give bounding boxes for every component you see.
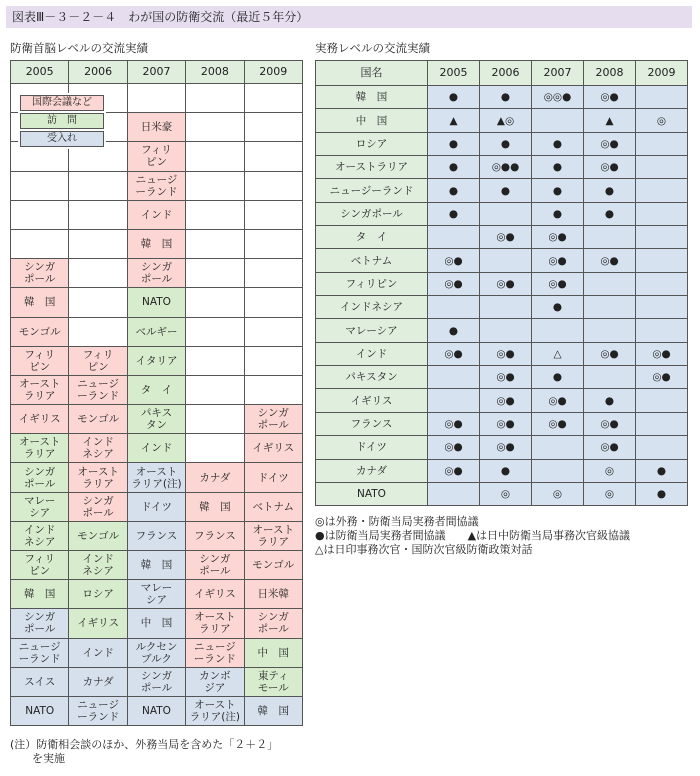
year-header: 2005 (11, 61, 69, 84)
symbol-cell: ◎● (636, 342, 688, 365)
summit-cell: インド (127, 200, 185, 229)
symbol-cell: ◎● (532, 249, 584, 272)
symbol-cell: ◎● (428, 412, 480, 435)
summit-cell: シンガ ポール (244, 405, 302, 434)
summit-cell: NATO (127, 696, 185, 725)
summit-cell: インド ネシア (69, 434, 127, 463)
table-row (11, 317, 303, 346)
legend-meeting: 国際会議など (20, 95, 104, 111)
summit-cell: 韓 国 (244, 696, 302, 725)
column-header: 2009 (636, 61, 688, 86)
symbol-cell: ◎ (532, 482, 584, 505)
summit-cell: ニュージ ーランド (11, 638, 69, 667)
table-row (316, 412, 688, 435)
table-row (11, 405, 303, 434)
summit-cell (11, 171, 69, 200)
summit-cell (186, 171, 244, 200)
summit-cell (69, 229, 127, 258)
summit-cell: フランス (186, 521, 244, 550)
summit-cell: オースト ラリア (11, 375, 69, 404)
table-row (316, 482, 688, 505)
summit-cell (11, 200, 69, 229)
symbol-cell (428, 226, 480, 249)
summit-cell: シンガ ポール (127, 259, 185, 288)
symbol-cell: ◎● (532, 226, 584, 249)
country-cell: シンガポール (316, 202, 428, 225)
summit-cell: イタリア (127, 346, 185, 375)
symbol-cell (428, 296, 480, 319)
country-cell: イギリス (316, 389, 428, 412)
summit-cell: 韓 国 (186, 492, 244, 521)
summit-cell (244, 259, 302, 288)
country-cell: フランス (316, 412, 428, 435)
summit-cell (244, 288, 302, 317)
country-cell: マレーシア (316, 319, 428, 342)
summit-cell (244, 200, 302, 229)
summit-cell (186, 200, 244, 229)
symbol-cell (584, 226, 636, 249)
symbol-cell: ◎● (480, 366, 532, 389)
table-row (316, 156, 688, 179)
summit-cell: マレー シア (11, 492, 69, 521)
symbol-cell: ● (636, 459, 688, 482)
left-subtitle: 防衛首脳レベルの交流実績 (10, 41, 148, 55)
summit-cell (11, 229, 69, 258)
table-row (316, 202, 688, 225)
summit-cell: シンガ ポール (11, 609, 69, 638)
summit-cell (186, 229, 244, 258)
symbol-cell (636, 296, 688, 319)
symbol-cell: ◎● (584, 132, 636, 155)
summit-cell: モンゴル (69, 405, 127, 434)
country-cell: 韓 国 (316, 86, 428, 109)
country-cell: タ イ (316, 226, 428, 249)
note-line: △は日印事務次官・国防次官級防衛政策対話 (315, 543, 533, 556)
summit-cell: スイス (11, 667, 69, 696)
summit-cell: イギリス (11, 405, 69, 434)
symbol-cell (636, 249, 688, 272)
country-cell: カナダ (316, 459, 428, 482)
country-cell: ロシア (316, 132, 428, 155)
table-row (316, 109, 688, 132)
table-row (316, 272, 688, 295)
symbol-cell: ◎● (428, 459, 480, 482)
summit-cell: インド ネシア (69, 551, 127, 580)
symbol-cell: ● (532, 296, 584, 319)
column-header: 国名 (316, 61, 428, 86)
symbol-cell (532, 459, 584, 482)
summit-cell (244, 113, 302, 142)
symbol-cell (584, 366, 636, 389)
symbol-cell: ◎●● (480, 156, 532, 179)
symbol-cell: ● (428, 179, 480, 202)
symbol-cell (532, 436, 584, 459)
symbol-cell: ● (532, 132, 584, 155)
country-cell: インドネシア (316, 296, 428, 319)
summit-cell (69, 259, 127, 288)
summit-cell (186, 142, 244, 171)
summit-cell: イギリス (186, 580, 244, 609)
table-row (11, 288, 303, 317)
summit-cell: オースト ラリア(注) (186, 696, 244, 725)
legend-receive: 受入れ (20, 131, 104, 147)
summit-cell: ニュージ ーランド (69, 375, 127, 404)
symbol-cell (636, 272, 688, 295)
symbol-cell: ◎ (636, 109, 688, 132)
symbol-cell: ◎● (584, 156, 636, 179)
table-row (11, 171, 303, 200)
summit-cell: オースト ラリア (11, 434, 69, 463)
symbol-cell: ◎● (480, 226, 532, 249)
summit-cell: ロシア (69, 580, 127, 609)
symbol-cell: ▲ (428, 109, 480, 132)
symbol-cell (636, 156, 688, 179)
summit-exchange-table (10, 60, 303, 726)
country-cell: ニュージーランド (316, 179, 428, 202)
summit-cell (244, 375, 302, 404)
summit-cell: ニュージ ーランド (186, 638, 244, 667)
country-cell: オーストラリア (316, 156, 428, 179)
country-cell: ドイツ (316, 436, 428, 459)
summit-cell: フランス (127, 521, 185, 550)
symbol-cell: ◎● (584, 86, 636, 109)
summit-cell (186, 405, 244, 434)
summit-cell: オースト ラリア (244, 521, 302, 550)
summit-cell (186, 317, 244, 346)
working-level-table (315, 60, 688, 506)
table-row (316, 249, 688, 272)
summit-cell: タ イ (127, 375, 185, 404)
summit-cell: カナダ (69, 667, 127, 696)
table-row (11, 551, 303, 580)
symbol-cell: ◎● (584, 249, 636, 272)
symbol-cell (636, 319, 688, 342)
summit-cell: カナダ (186, 463, 244, 492)
symbol-cell: △ (532, 342, 584, 365)
summit-cell: 中 国 (244, 638, 302, 667)
summit-cell (69, 288, 127, 317)
symbol-cell: ● (584, 202, 636, 225)
summit-cell (186, 434, 244, 463)
table-row (316, 86, 688, 109)
table-row (316, 226, 688, 249)
summit-cell (69, 317, 127, 346)
summit-cell: 日米豪 (127, 113, 185, 142)
summit-cell (244, 84, 302, 113)
summit-cell: オースト ラリア (69, 463, 127, 492)
symbol-cell: ◎ (480, 482, 532, 505)
symbol-cell: ▲ (584, 109, 636, 132)
table-row (316, 132, 688, 155)
year-header: 2007 (127, 61, 185, 84)
summit-cell (69, 171, 127, 200)
summit-cell: ニュージ ーランド (69, 696, 127, 725)
table-row (11, 580, 303, 609)
symbol-cell (480, 202, 532, 225)
summit-cell: モンゴル (244, 551, 302, 580)
symbol-cell: ◎● (428, 342, 480, 365)
table-row (11, 229, 303, 258)
summit-cell: フィリ ピン (69, 346, 127, 375)
summit-cell: フィリ ピン (11, 551, 69, 580)
symbol-cell (428, 482, 480, 505)
table-row (316, 342, 688, 365)
symbol-cell (532, 109, 584, 132)
summit-cell: NATO (11, 696, 69, 725)
right-subtitle: 実務レベルの交流実績 (315, 41, 430, 55)
symbol-cell (636, 179, 688, 202)
symbol-cell (636, 436, 688, 459)
symbol-cell: ◎ (584, 459, 636, 482)
summit-cell: 韓 国 (127, 551, 185, 580)
symbol-cell: ● (532, 156, 584, 179)
symbol-cell: ◎● (584, 436, 636, 459)
symbol-cell: ◎● (584, 412, 636, 435)
table-row (11, 375, 303, 404)
symbol-cell (636, 86, 688, 109)
symbol-cell: ◎ (584, 482, 636, 505)
symbol-cell (480, 319, 532, 342)
country-cell: パキスタン (316, 366, 428, 389)
summit-cell (244, 229, 302, 258)
symbol-cell: ● (480, 179, 532, 202)
symbol-cell: ◎● (480, 272, 532, 295)
summit-cell (244, 317, 302, 346)
symbol-cell: ◎◎● (532, 86, 584, 109)
summit-cell (186, 288, 244, 317)
symbol-cell (480, 249, 532, 272)
summit-cell: オースト ラリア(注) (127, 463, 185, 492)
symbol-cell: ● (532, 366, 584, 389)
summit-cell: シンガ ポール (11, 259, 69, 288)
symbol-cell: ◎● (428, 436, 480, 459)
summit-cell (69, 200, 127, 229)
summit-cell: 東ティ モール (244, 667, 302, 696)
summit-cell: フィリ ピン (127, 142, 185, 171)
symbol-cell: ◎● (480, 412, 532, 435)
summit-cell: パキス タン (127, 405, 185, 434)
symbol-cell: ◎● (480, 389, 532, 412)
symbol-cell: ● (636, 482, 688, 505)
summit-cell: イギリス (69, 609, 127, 638)
summit-cell: 韓 国 (11, 580, 69, 609)
symbol-cell (428, 389, 480, 412)
table-row (11, 200, 303, 229)
table-row (316, 296, 688, 319)
country-cell: 中 国 (316, 109, 428, 132)
figure-title: 図表Ⅲ－３－２－４ わが国の防衛交流（最近５年分） (6, 6, 692, 28)
summit-cell: ベルギー (127, 317, 185, 346)
symbol-cell: ◎● (584, 342, 636, 365)
summit-cell: 韓 国 (11, 288, 69, 317)
note-line: ●は防衛当局実務者間協議 ▲は日中防衛当局事務次官級協議 (315, 529, 631, 542)
symbol-cell: ◎● (532, 389, 584, 412)
symbol-cell (636, 132, 688, 155)
symbol-cell (584, 319, 636, 342)
symbol-cell: ◎● (532, 272, 584, 295)
table-row (11, 346, 303, 375)
year-header: 2008 (186, 61, 244, 84)
symbol-cell: ● (480, 132, 532, 155)
summit-cell (186, 113, 244, 142)
summit-cell: シンガ ポール (244, 609, 302, 638)
symbol-cell: ● (532, 202, 584, 225)
table-row (316, 436, 688, 459)
summit-cell: シンガ ポール (186, 551, 244, 580)
summit-cell (186, 84, 244, 113)
table-row (316, 366, 688, 389)
symbol-cell: ◎● (480, 342, 532, 365)
summit-cell (244, 142, 302, 171)
summit-cell: NATO (127, 288, 185, 317)
summit-cell (186, 259, 244, 288)
symbol-cell: ● (428, 132, 480, 155)
table-row (316, 389, 688, 412)
table-row (11, 492, 303, 521)
symbol-cell: ◎● (480, 436, 532, 459)
summit-cell: ドイツ (244, 463, 302, 492)
summit-cell: 中 国 (127, 609, 185, 638)
table-row (11, 696, 303, 725)
column-header: 2005 (428, 61, 480, 86)
column-header: 2008 (584, 61, 636, 86)
country-cell: フィリピン (316, 272, 428, 295)
symbol-cell: ● (480, 86, 532, 109)
summit-cell: 日米韓 (244, 580, 302, 609)
year-header: 2006 (69, 61, 127, 84)
symbol-cell (584, 296, 636, 319)
table-row (11, 521, 303, 550)
symbol-cell (636, 389, 688, 412)
table-row (316, 179, 688, 202)
summit-cell (244, 346, 302, 375)
symbol-cell (584, 272, 636, 295)
footnote: (注）防衛相会談のほか、外務当局を含めた「２＋２」 を実施 (10, 738, 279, 765)
summit-cell (186, 346, 244, 375)
summit-cell: インド (127, 434, 185, 463)
summit-cell: シンガ ポール (69, 492, 127, 521)
symbol-cell: ◎● (532, 412, 584, 435)
summit-cell (244, 171, 302, 200)
summit-cell (186, 375, 244, 404)
summit-cell: シンガ ポール (11, 463, 69, 492)
country-cell: インド (316, 342, 428, 365)
symbol-cell: ◎● (428, 272, 480, 295)
note-line: ◎は外務・防衛当局実務者間協議 (315, 515, 479, 528)
summit-cell: シンガ ポール (127, 667, 185, 696)
table-row (316, 459, 688, 482)
symbol-cell (428, 366, 480, 389)
summit-cell: ベトナム (244, 492, 302, 521)
table-row (11, 667, 303, 696)
symbol-cell (636, 412, 688, 435)
summit-cell: インド ネシア (11, 521, 69, 550)
year-header: 2009 (244, 61, 302, 84)
symbol-cell: ● (480, 459, 532, 482)
symbol-cell: ◎● (428, 249, 480, 272)
table-row (11, 259, 303, 288)
summit-cell: モンゴル (11, 317, 69, 346)
table-row (11, 463, 303, 492)
country-cell: ベトナム (316, 249, 428, 272)
summit-cell: モンゴル (69, 521, 127, 550)
summit-cell: ニュージ ーランド (127, 171, 185, 200)
legend-visit: 訪 問 (20, 113, 104, 129)
symbol-cell: ● (428, 202, 480, 225)
table-row (11, 434, 303, 463)
column-header: 2007 (532, 61, 584, 86)
symbol-cell: ● (584, 389, 636, 412)
legend (18, 93, 106, 149)
symbol-cell: ● (584, 179, 636, 202)
summit-cell: インド (69, 638, 127, 667)
symbol-cell (480, 296, 532, 319)
symbol-cell: ● (532, 179, 584, 202)
summit-cell: フィリ ピン (11, 346, 69, 375)
table-row (316, 319, 688, 342)
symbol-cell: ● (428, 86, 480, 109)
symbol-notes (315, 515, 630, 557)
symbol-cell (636, 226, 688, 249)
summit-cell: オースト ラリア (186, 609, 244, 638)
symbol-cell (532, 319, 584, 342)
column-header: 2006 (480, 61, 532, 86)
symbol-cell: ● (428, 319, 480, 342)
symbol-cell: ◎● (636, 366, 688, 389)
symbol-cell: ▲◎ (480, 109, 532, 132)
summit-cell: 韓 国 (127, 229, 185, 258)
summit-cell: ルクセン ブルク (127, 638, 185, 667)
table-row (11, 638, 303, 667)
summit-cell (127, 84, 185, 113)
country-cell: NATO (316, 482, 428, 505)
symbol-cell: ● (428, 156, 480, 179)
summit-cell: カンボ ジア (186, 667, 244, 696)
symbol-cell (636, 202, 688, 225)
summit-cell: ドイツ (127, 492, 185, 521)
table-row (11, 609, 303, 638)
summit-cell: マレー シア (127, 580, 185, 609)
summit-cell: イギリス (244, 434, 302, 463)
